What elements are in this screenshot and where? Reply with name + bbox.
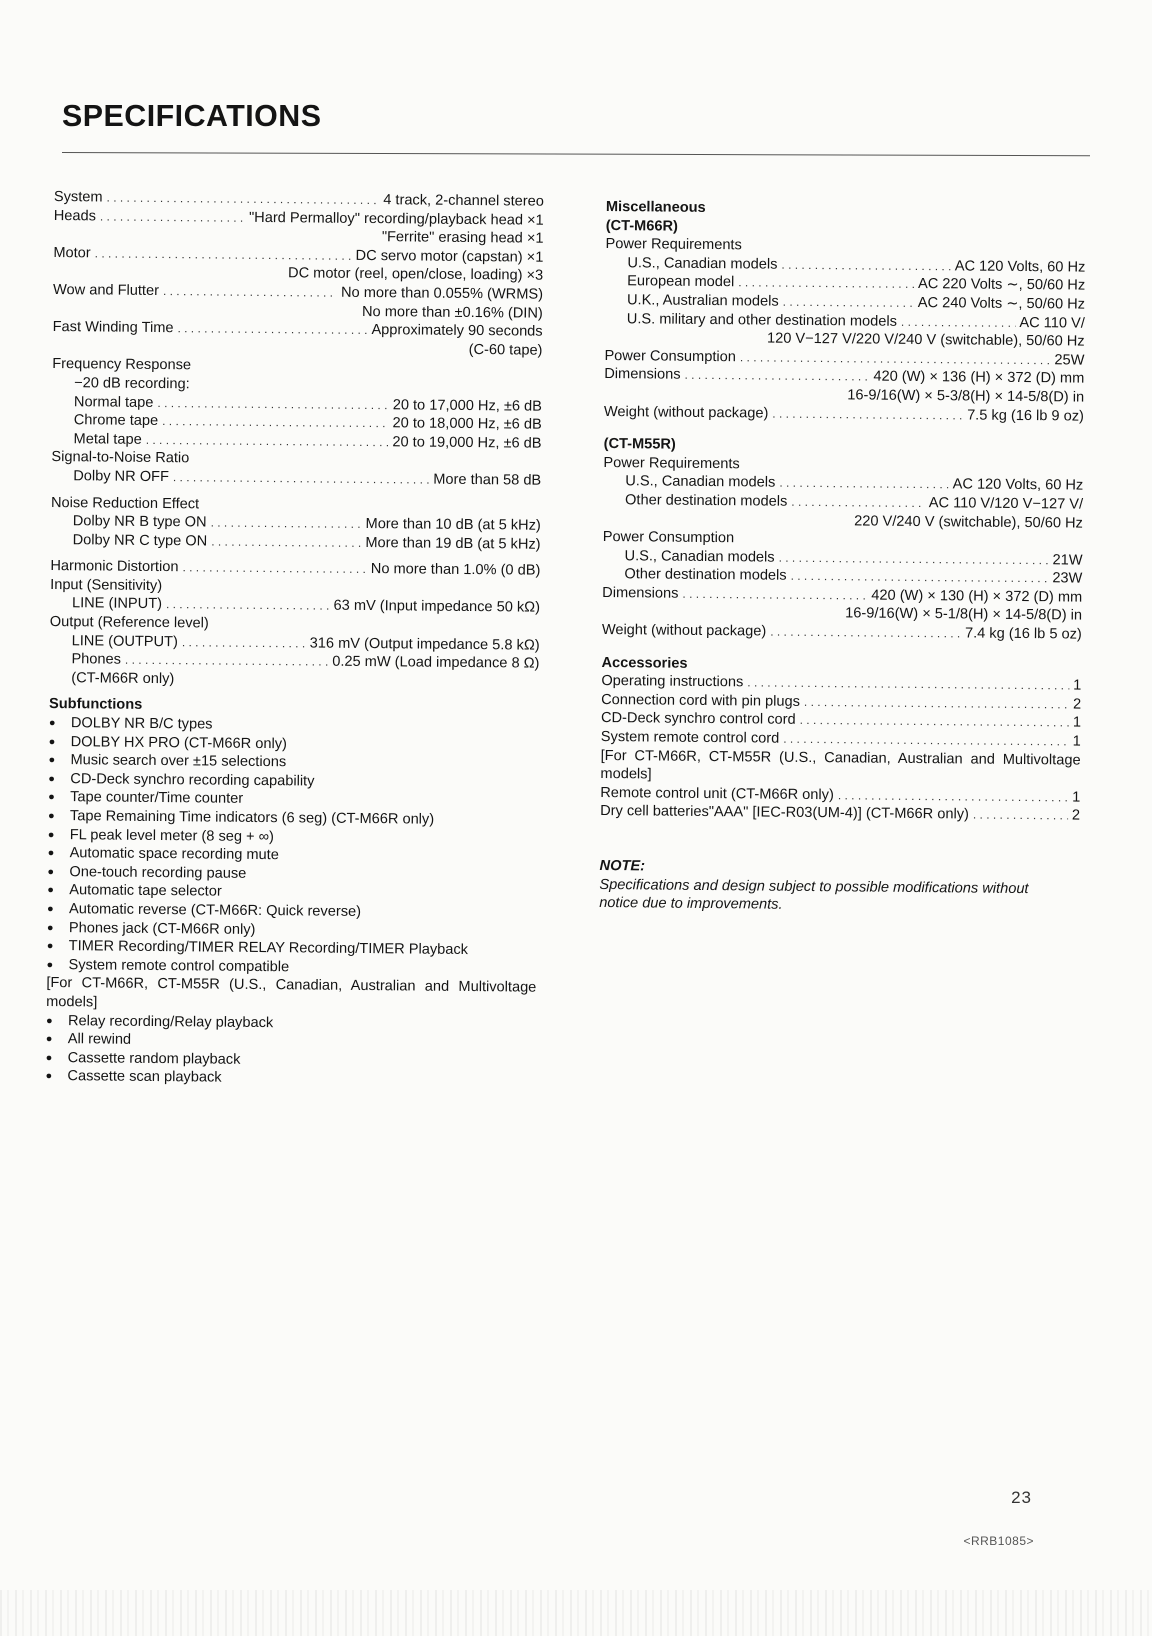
m66r-title: (CT-M66R): [605, 217, 678, 235]
m66r-power-mil-cont: 120 V−127 V/220 V/240 V (switchable), 50/60 Hz: [766, 330, 1085, 350]
accessories-title: Accessories: [601, 654, 688, 672]
list-item: ● Automatic tape selector: [47, 881, 537, 904]
scan-noise-strip: [0, 1590, 1152, 1636]
list-item: ● Cassette scan playback: [45, 1067, 535, 1090]
m55r-power-other: Other destination models . . . AC 110 V/120 V−127 V/: [603, 491, 1083, 514]
note-text: Specifications and design subject to possible modifications without notice due to improvements.: [599, 876, 1029, 913]
spec-freq-chrome: Chrome tape . . . 20 to 18,000 Hz, ±6 dB: [52, 411, 542, 434]
subfunctions-list-2: [45, 1011, 536, 1090]
m66r-weight: Weight (without package) . . . 7.5 kg (16 lb 9 oz): [604, 403, 1084, 426]
spec-output-note: (CT-M66R only): [71, 670, 175, 688]
m55r-power-other-cont: 220 V/240 V (switchable), 50/60 Hz: [854, 512, 1083, 532]
m66r-power-eu: European model . . . AC 220 Volts ∼, 50/60 Hz: [605, 272, 1085, 295]
list-item: ● Relay recording/Relay playback: [46, 1011, 536, 1034]
spec-output-line: LINE (OUTPUT) . . . 316 mV (Output impedance 5.8 kΩ): [50, 632, 540, 655]
note-title: NOTE:: [599, 857, 646, 875]
spec-harmonic-distortion: Harmonic Distortion . . . No more than 1.0% (0 dB): [50, 557, 540, 580]
m55r-dimensions-cont: 16-9/16(W) × 5-1/8(H) × 14-5/8(D) in: [845, 605, 1083, 625]
m55r-power-us: U.S., Canadian models . . . AC 120 Volts, 60 Hz: [603, 472, 1083, 495]
page-number: 23: [1011, 1488, 1032, 1507]
m66r-dimensions: Dimensions . . . 420 (W) × 136 (H) × 372 (D) mm: [604, 365, 1084, 388]
m55r-consumption-other: Other destination models . . . 23W: [602, 565, 1082, 588]
spec-noise-label: Noise Reduction Effect: [50, 494, 200, 512]
accessory-batteries: Dry cell batteries"AAA" [IEC-R03(UM-4)] (CT-M66R only) . . . 2: [600, 802, 1080, 825]
spec-wow-flutter: Wow and Flutter . . . No more than 0.055% (WRMS): [53, 281, 543, 304]
subfunctions-title: Subfunctions: [48, 696, 143, 714]
accessory-row: Connection cord with pin plugs . . . 2: [601, 691, 1081, 714]
subfunctions-models-note: [For CT-M66R, CT-M55R (U.S., Canadian, Australian and Multivoltage models]: [46, 975, 537, 1011]
list-item: ● DOLBY NR B/C types: [49, 714, 539, 737]
list-item: ● TIMER Recording/TIMER RELAY Recording/TIMER Playback: [47, 937, 537, 960]
misc-title: Miscellaneous: [605, 198, 706, 216]
list-item: ● All rewind: [46, 1030, 536, 1053]
m55r-dimensions: Dimensions . . . 420 (W) × 130 (H) × 372 (D) mm: [602, 584, 1082, 607]
spec-freq-normal: Normal tape . . . 20 to 17,000 Hz, ±6 dB: [52, 393, 542, 416]
m66r-dimensions-cont: 16-9/16(W) × 5-3/8(H) × 14-5/8(D) in: [847, 387, 1085, 406]
m66r-consumption: Power Consumption . . . 25W: [604, 347, 1084, 370]
list-item: ● CD-Deck synchro recording capability: [48, 770, 538, 793]
right-column: [599, 198, 1086, 917]
list-item: ● Phones jack (CT-M66R only): [47, 919, 537, 942]
title-divider: [62, 152, 1090, 156]
list-item: ● System remote control compatible: [46, 956, 536, 979]
spec-freq-metal: Metal tape . . . 20 to 19,000 Hz, ±6 dB: [52, 430, 542, 453]
document-code: <RRB1085>: [963, 1534, 1034, 1548]
list-item: ● DOLBY HX PRO (CT-M66R only): [49, 733, 539, 756]
spec-fast-winding: Fast Winding Time . . . Approximately 90 seconds: [53, 318, 543, 341]
subfunctions-list: [46, 714, 538, 979]
spec-fast-winding-cont: (C-60 tape): [468, 341, 543, 359]
spec-system: System . . . 4 track, 2-channel stereo: [54, 188, 544, 211]
page-title: SPECIFICATIONS: [62, 98, 322, 133]
list-item: ● Tape counter/Time counter: [48, 788, 538, 811]
m66r-power-us: U.S., Canadian models . . . AC 120 Volts, 60 Hz: [605, 254, 1085, 277]
list-item: ● One-touch recording pause: [47, 863, 537, 886]
accessory-remote: Remote control unit (CT-M66R only) . . . 1: [600, 784, 1080, 807]
m66r-power-req: Power Requirements: [605, 236, 742, 254]
spec-heads-cont: "Ferrite" erasing head ×1: [381, 229, 544, 247]
spec-frequency-label: Frequency Response: [52, 356, 192, 374]
list-item: ● Automatic reverse (CT-M66R: Quick reverse): [47, 900, 537, 923]
spec-input-label: Input (Sensitivity): [50, 576, 163, 594]
left-column: [45, 188, 544, 1091]
accessory-row: Operating instructions . . . 1: [601, 672, 1081, 695]
spec-noise-b: Dolby NR B type ON . . . More than 10 dB (at 5 kHz): [51, 512, 541, 535]
m55r-weight: Weight (without package) . . . 7.4 kg (16 lb 5 oz): [602, 621, 1082, 644]
list-item: ● Tape Remaining Time indicators (6 seg) (CT-M66R only): [48, 807, 538, 830]
spec-output-phones: Phones . . . 0.25 mW (Load impedance 8 Ω): [49, 650, 539, 673]
spec-wow-flutter-cont: No more than ±0.16% (DIN): [361, 303, 543, 322]
accessories-models-note: [For CT-M66R, CT-M55R (U.S., Canadian, Australian and Multivoltage models]: [600, 747, 1081, 783]
m55r-consumption-title: Power Consumption: [602, 529, 735, 547]
spec-frequency-sub: −20 dB recording:: [74, 375, 190, 393]
m55r-power-req: Power Requirements: [603, 454, 740, 473]
accessory-row: CD-Deck synchro control cord . . . 1: [601, 709, 1081, 732]
list-item: ● FL peak level meter (8 seg + ∞): [48, 826, 538, 849]
spec-output-label: Output (Reference level): [49, 614, 209, 632]
spec-input-line: LINE (INPUT) . . . 63 mV (Input impedance 50 kΩ): [50, 594, 540, 617]
list-item: ● Automatic space recording mute: [48, 844, 538, 867]
m55r-consumption-us: U.S., Canadian models . . . 21W: [602, 547, 1082, 570]
spec-snr-label: Signal-to-Noise Ratio: [51, 449, 190, 467]
spec-snr-dolby-off: Dolby NR OFF . . . More than 58 dB: [51, 467, 541, 490]
m66r-power-mil: U.S. military and other destination models . . . AC 110 V/: [605, 310, 1085, 333]
list-item: ● Music search over ±15 selections: [48, 751, 538, 774]
list-item: ● Cassette random playback: [46, 1049, 536, 1072]
accessory-row: System remote control cord . . . 1: [601, 728, 1081, 751]
m66r-power-uk: U.K., Australian models . . . AC 240 Volts ∼, 50/60 Hz: [605, 291, 1085, 314]
spec-motor-cont: DC motor (reel, open/close, loading) ×3: [287, 265, 544, 285]
spec-motor: Motor . . . DC servo motor (capstan) ×1: [53, 244, 543, 267]
spec-noise-c: Dolby NR C type ON . . . More than 19 dB (at 5 kHz): [51, 531, 541, 554]
spec-heads: Heads . . . "Hard Permalloy" recording/playback head ×1: [54, 207, 544, 230]
m55r-title: (CT-M55R): [603, 436, 676, 453]
